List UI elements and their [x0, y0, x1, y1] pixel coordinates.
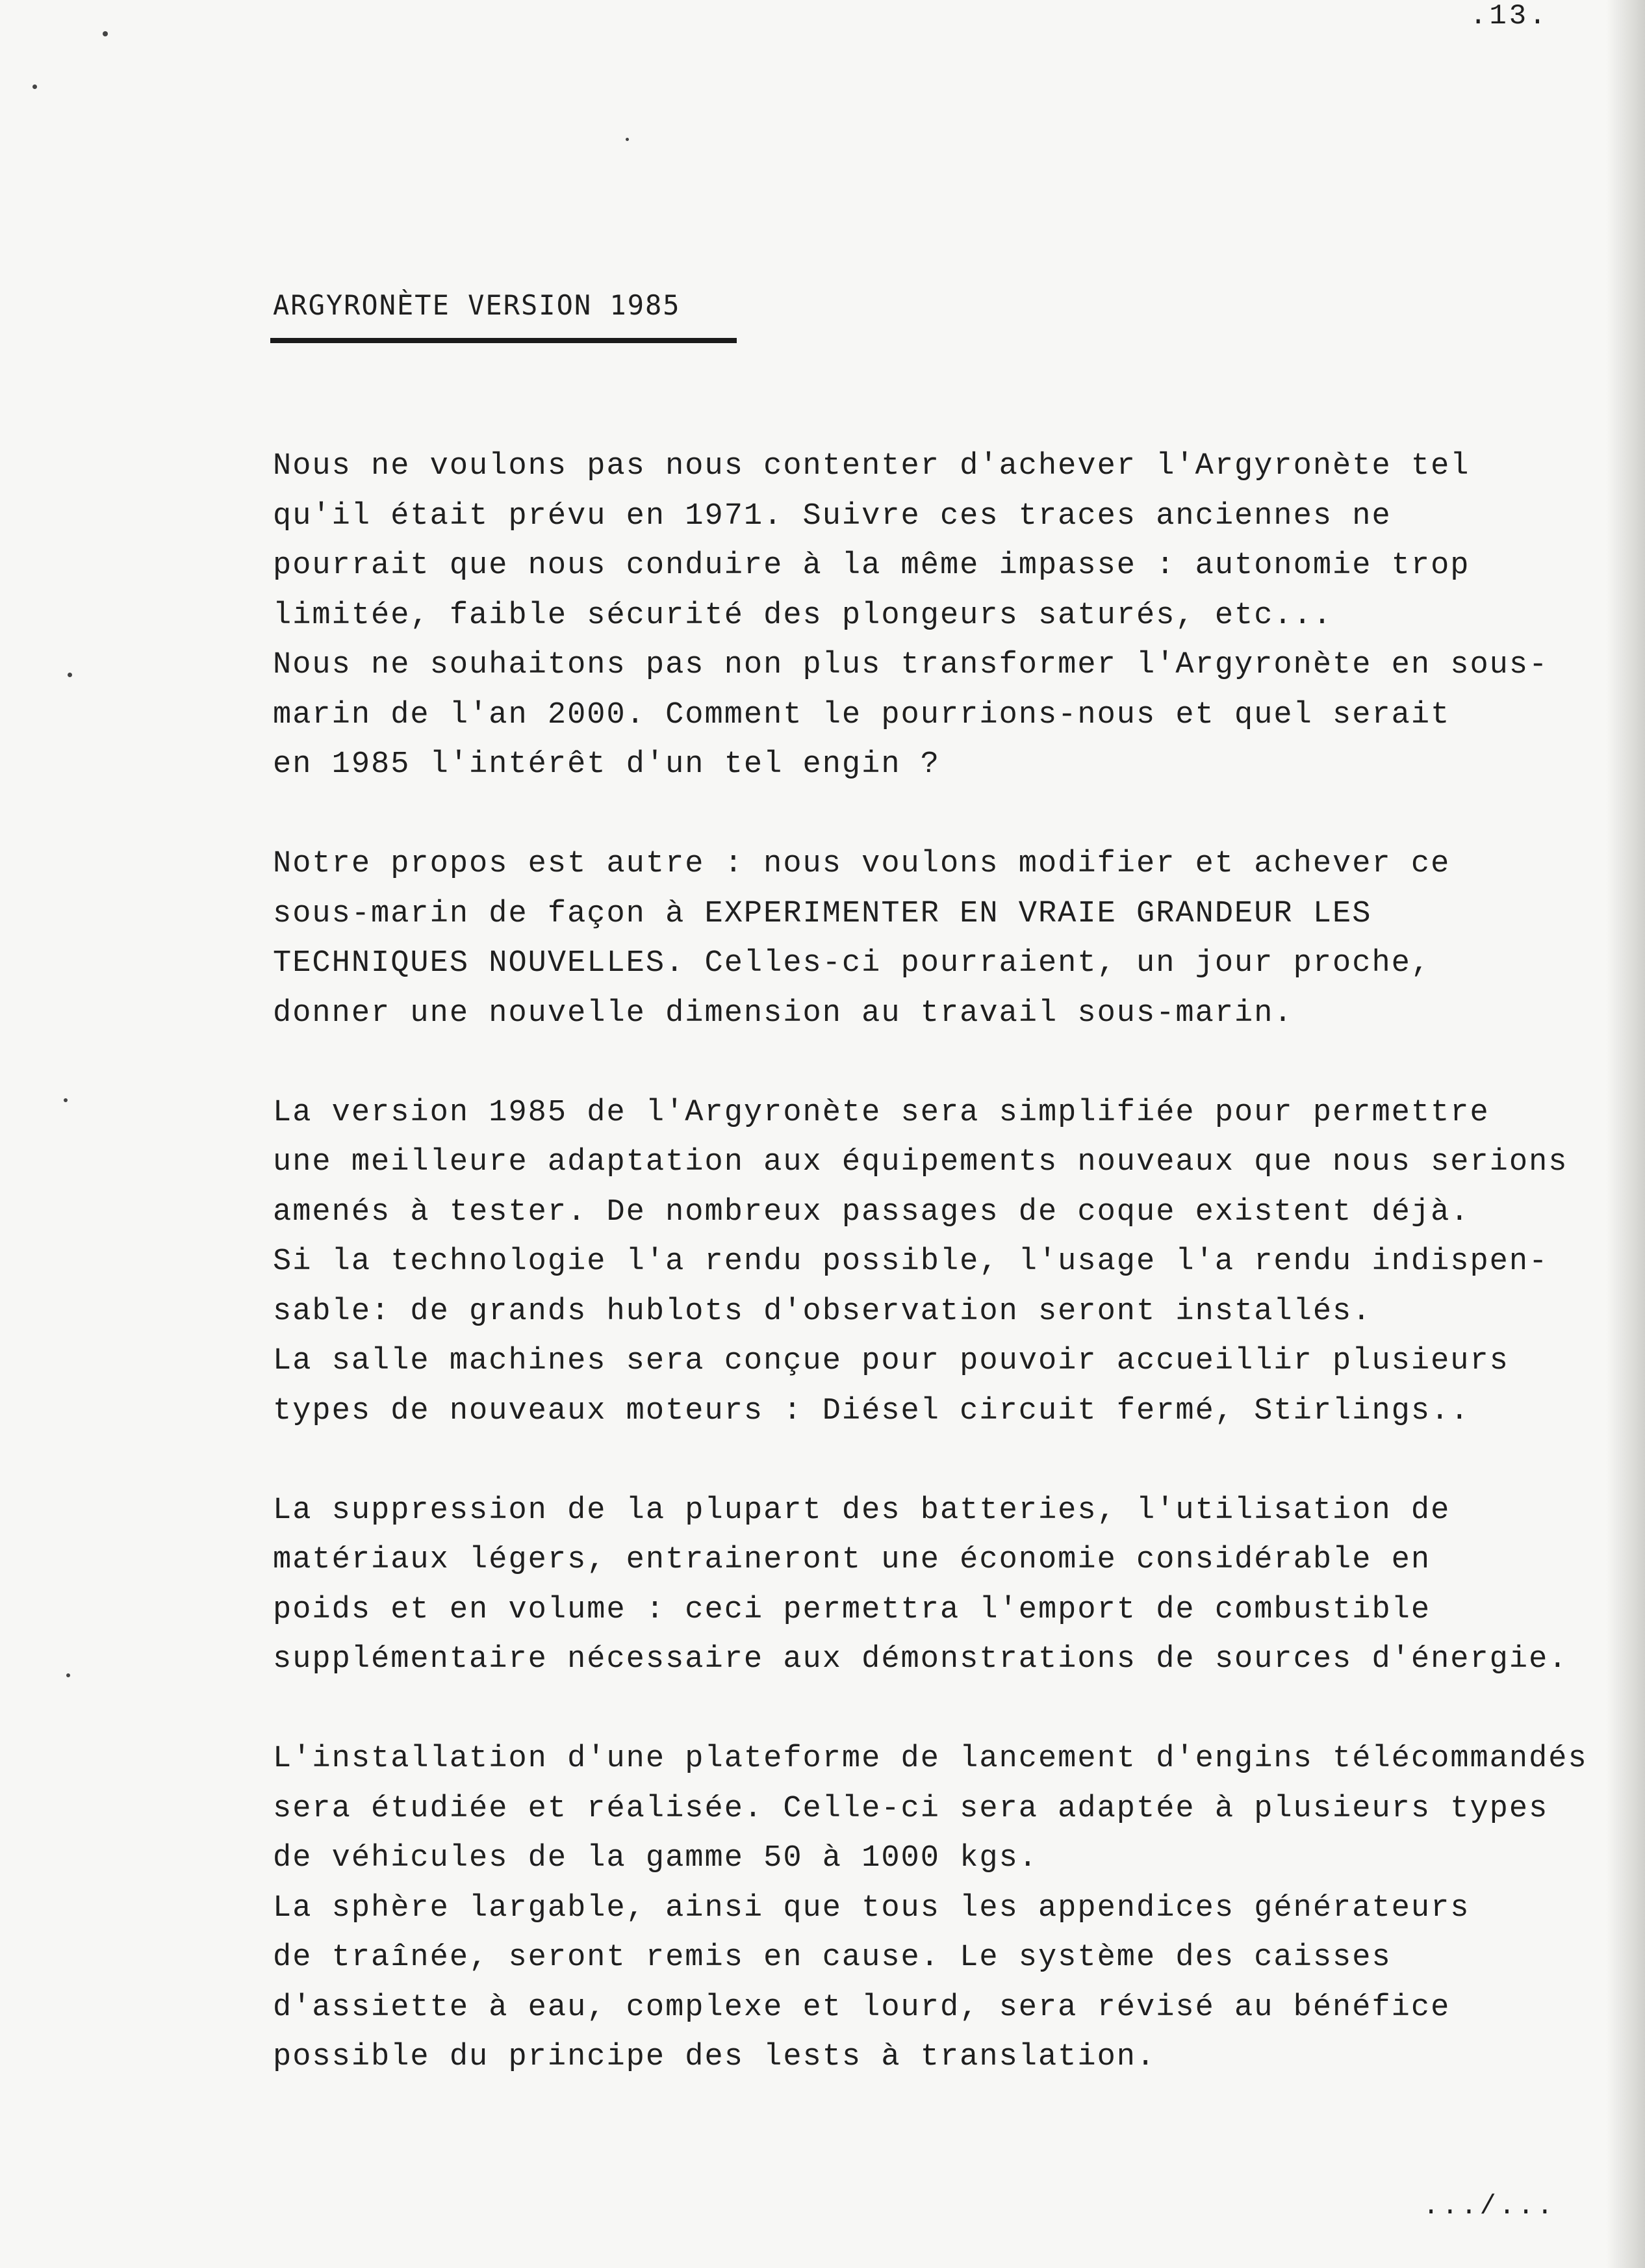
- paragraph: [273, 1734, 1598, 2083]
- text-line: sera étudiée et réalisée. Celle-ci sera adaptée à plusieurs types: [273, 1791, 1549, 1826]
- text-line: de traînée, seront remis en cause. Le système des caisses: [273, 1940, 1392, 1975]
- paragraph: [273, 442, 1598, 790]
- paragraph: [273, 1486, 1598, 1685]
- text-line: La version 1985 de l'Argyronète sera simplifiée pour permettre: [273, 1095, 1490, 1130]
- continuation-mark: .../...: [1423, 2191, 1556, 2222]
- text-line: en 1985 l'intérêt d'un tel engin ?: [273, 747, 940, 782]
- text-line: de véhicules de la gamme 50 à 1000 kgs.: [273, 1841, 1038, 1875]
- text-line: qu'il était prévu en 1971. Suivre ces traces anciennes ne: [273, 498, 1392, 534]
- text-line: Si la technologie l'a rendu possible, l'usage l'a rendu indispen-: [273, 1244, 1549, 1279]
- text-line: donner une nouvelle dimension au travail sous-marin.: [273, 996, 1294, 1031]
- text-line: une meilleure adaptation aux équipements nouveaux que nous serions: [273, 1145, 1568, 1179]
- text-line: Nous ne voulons pas nous contenter d'achever l'Argyronète tel: [273, 449, 1470, 483]
- title-underline: [270, 338, 737, 343]
- body-text: [273, 442, 1598, 2083]
- text-line: sable: de grands hublots d'observation seront installés.: [273, 1294, 1372, 1329]
- text-line: L'installation d'une plateforme de lancement d'engins télécommandés: [273, 1742, 1588, 1776]
- text-line: sous-marin de façon à EXPERIMENTER EN VRAIE GRANDEUR LES: [273, 896, 1372, 931]
- text-line: marin de l'an 2000. Comment le pourrions-nous et quel serait: [273, 697, 1451, 732]
- text-line: La sphère largable, ainsi que tous les appendices générateurs: [273, 1890, 1470, 1926]
- text-line: d'assiette à eau, complexe et lourd, sera révisé au bénéfice: [273, 1990, 1451, 2025]
- text-line: possible du principe des lests à translation.: [273, 2040, 1156, 2074]
- page-number: .13.: [1470, 0, 1549, 32]
- text-line: TECHNIQUES NOUVELLES. Celles-ci pourraient, un jour proche,: [273, 946, 1431, 981]
- text-line: types de nouveaux moteurs : Diésel circuit fermé, Stirlings..: [273, 1393, 1470, 1428]
- text-line: La suppression de la plupart des batteries, l'utilisation de: [273, 1493, 1451, 1528]
- text-line: poids et en volume : ceci permettra l'emport de combustible: [273, 1592, 1431, 1627]
- scan-speck: [32, 84, 37, 89]
- paragraph: [273, 840, 1598, 1038]
- text-line: Nous ne souhaitons pas non plus transformer l'Argyronète en sous-: [273, 648, 1549, 682]
- page-title: ARGYRONÈTE VERSION 1985: [273, 289, 681, 321]
- text-line: La salle machines sera conçue pour pouvoir accueillir plusieurs: [273, 1344, 1509, 1378]
- text-line: matériaux légers, entraineront une économie considérable en: [273, 1543, 1431, 1577]
- text-line: supplémentaire nécessaire aux démonstrations de sources d'énergie.: [273, 1642, 1568, 1677]
- scan-speck: [64, 1098, 68, 1102]
- text-line: amenés à tester. De nombreux passages de coque existent déjà.: [273, 1194, 1470, 1230]
- paragraph: [273, 1089, 1598, 1437]
- text-line: pourrait que nous conduire à la même impasse : autonomie trop: [273, 548, 1470, 583]
- scan-speck: [626, 138, 629, 141]
- scan-speck: [103, 31, 108, 36]
- scan-edge-shadow: [1606, 0, 1645, 2268]
- text-line: Notre propos est autre : nous voulons modifier et achever ce: [273, 847, 1451, 881]
- text-line: limitée, faible sécurité des plongeurs saturés, etc...: [273, 598, 1333, 633]
- scan-speck: [68, 673, 72, 677]
- scan-speck: [66, 1673, 70, 1677]
